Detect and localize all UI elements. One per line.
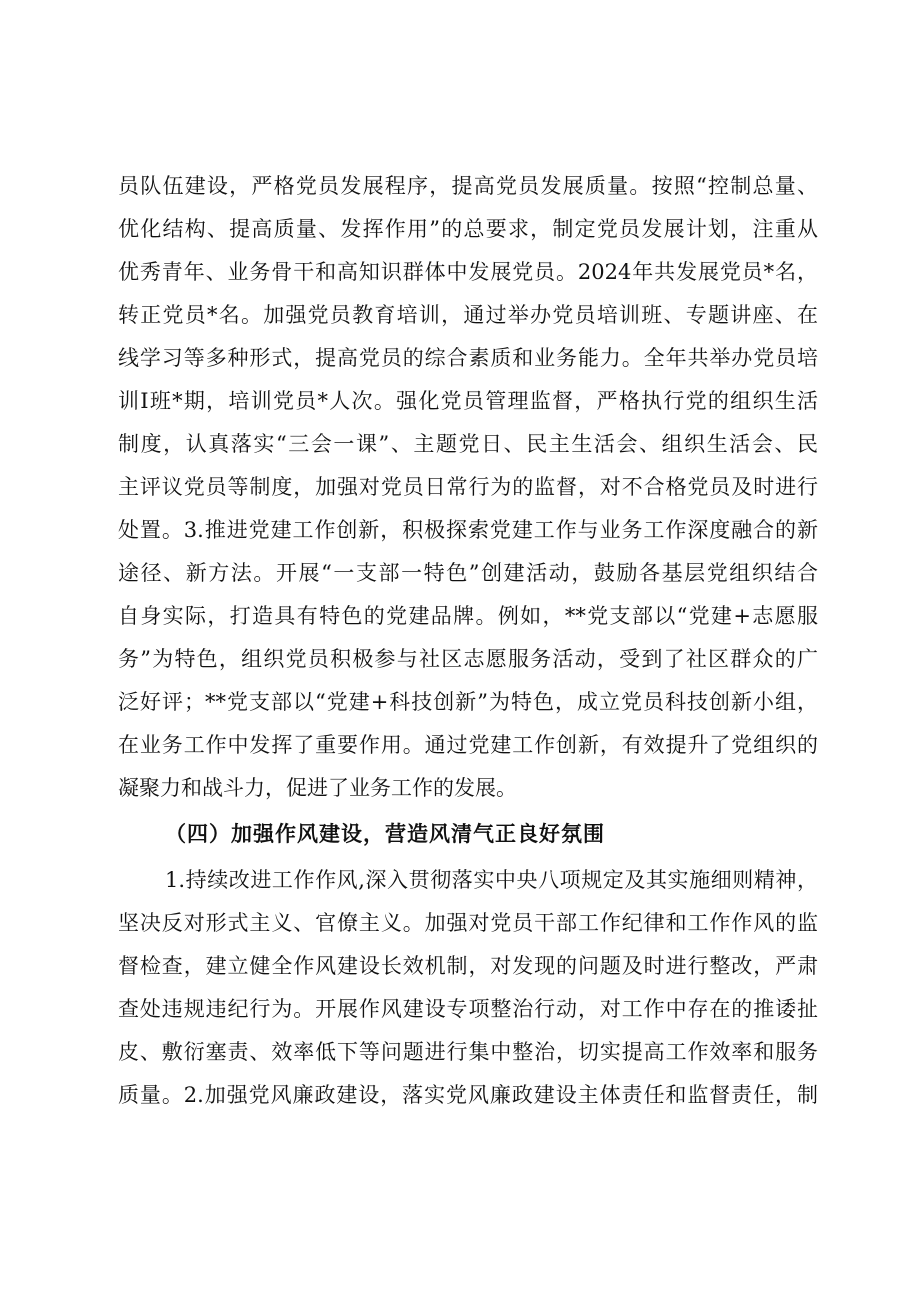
paragraph-line: 查处违规违纪行为。开展作风建设专项整治行动，对工作中存在的推诿扯 [118,997,818,1021]
paragraph-line: 泛好评；**党支部以“党建+科技创新”为特色，成立党员科技创新小组， [118,690,818,714]
paragraph-line: 线学习等多种形式，提高党员的综合素质和业务能力。全年共举办党员培 [118,346,818,370]
paragraph-line: 自身实际，打造具有特色的党建品牌。例如，**党支部以“党建+志愿服 [118,604,818,628]
paragraph-line: 坚决反对形式主义、官僚主义。加强对党员干部工作纪律和工作作风的监 [118,911,818,935]
paragraph-line: 凝聚力和战斗力，促进了业务工作的发展。 [118,776,517,800]
paragraph-line: 1.持续改进工作作风,深入贯彻落实中央八项规定及其实施细则精神， [165,868,818,892]
paragraph-line: 主评议党员等制度，加强对党员日常行为的监督，对不合格党员及时进行 [118,475,818,499]
paragraph-line: 皮、敷衍塞责、效率低下等问题进行集中整治，切实提高工作效率和服务 [118,1040,818,1064]
paragraph-line: 途径、新方法。开展“一支部一特色”创建活动，鼓励各基层党组织结合 [118,561,818,585]
paragraph-line: 优秀青年、业务骨干和高知识群体中发展党员。2024年共发展党员*名， [118,260,818,284]
paragraph-line: 员队伍建设，严格党员发展程序，提高党员发展质量。按照“控制总量、 [118,174,818,198]
paragraph-line: 制度，认真落实“三会一课”、主题党日、民主生活会、组织生活会、民 [118,432,818,456]
paragraph-line: 在业务工作中发挥了重要作用。通过党建工作创新，有效提升了党组织的 [118,733,818,757]
section-heading: （四）加强作风建设，营造风清气正良好氛围 [165,822,605,846]
paragraph-line: 务”为特色，组织党员积极参与社区志愿服务活动，受到了社区群众的广 [118,647,818,671]
paragraph-line: 督检查，建立健全作风建设长效机制，对发现的问题及时进行整改，严肃 [118,954,818,978]
paragraph-line: 处置。3.推进党建工作创新，积极探索党建工作与业务工作深度融合的新 [118,518,818,542]
paragraph-line: 质量。2.加强党风廉政建设，落实党风廉政建设主体责任和监督责任，制 [118,1083,818,1107]
paragraph-line: 优化结构、提高质量、发挥作用”的总要求，制定党员发展计划，注重从 [118,217,818,241]
paragraph-line: 训I班*期，培训党员*人次。强化党员管理监督，严格执行党的组织生活 [118,389,818,413]
paragraph-line: 转正党员*名。加强党员教育培训，通过举办党员培训班、专题讲座、在 [118,303,818,327]
